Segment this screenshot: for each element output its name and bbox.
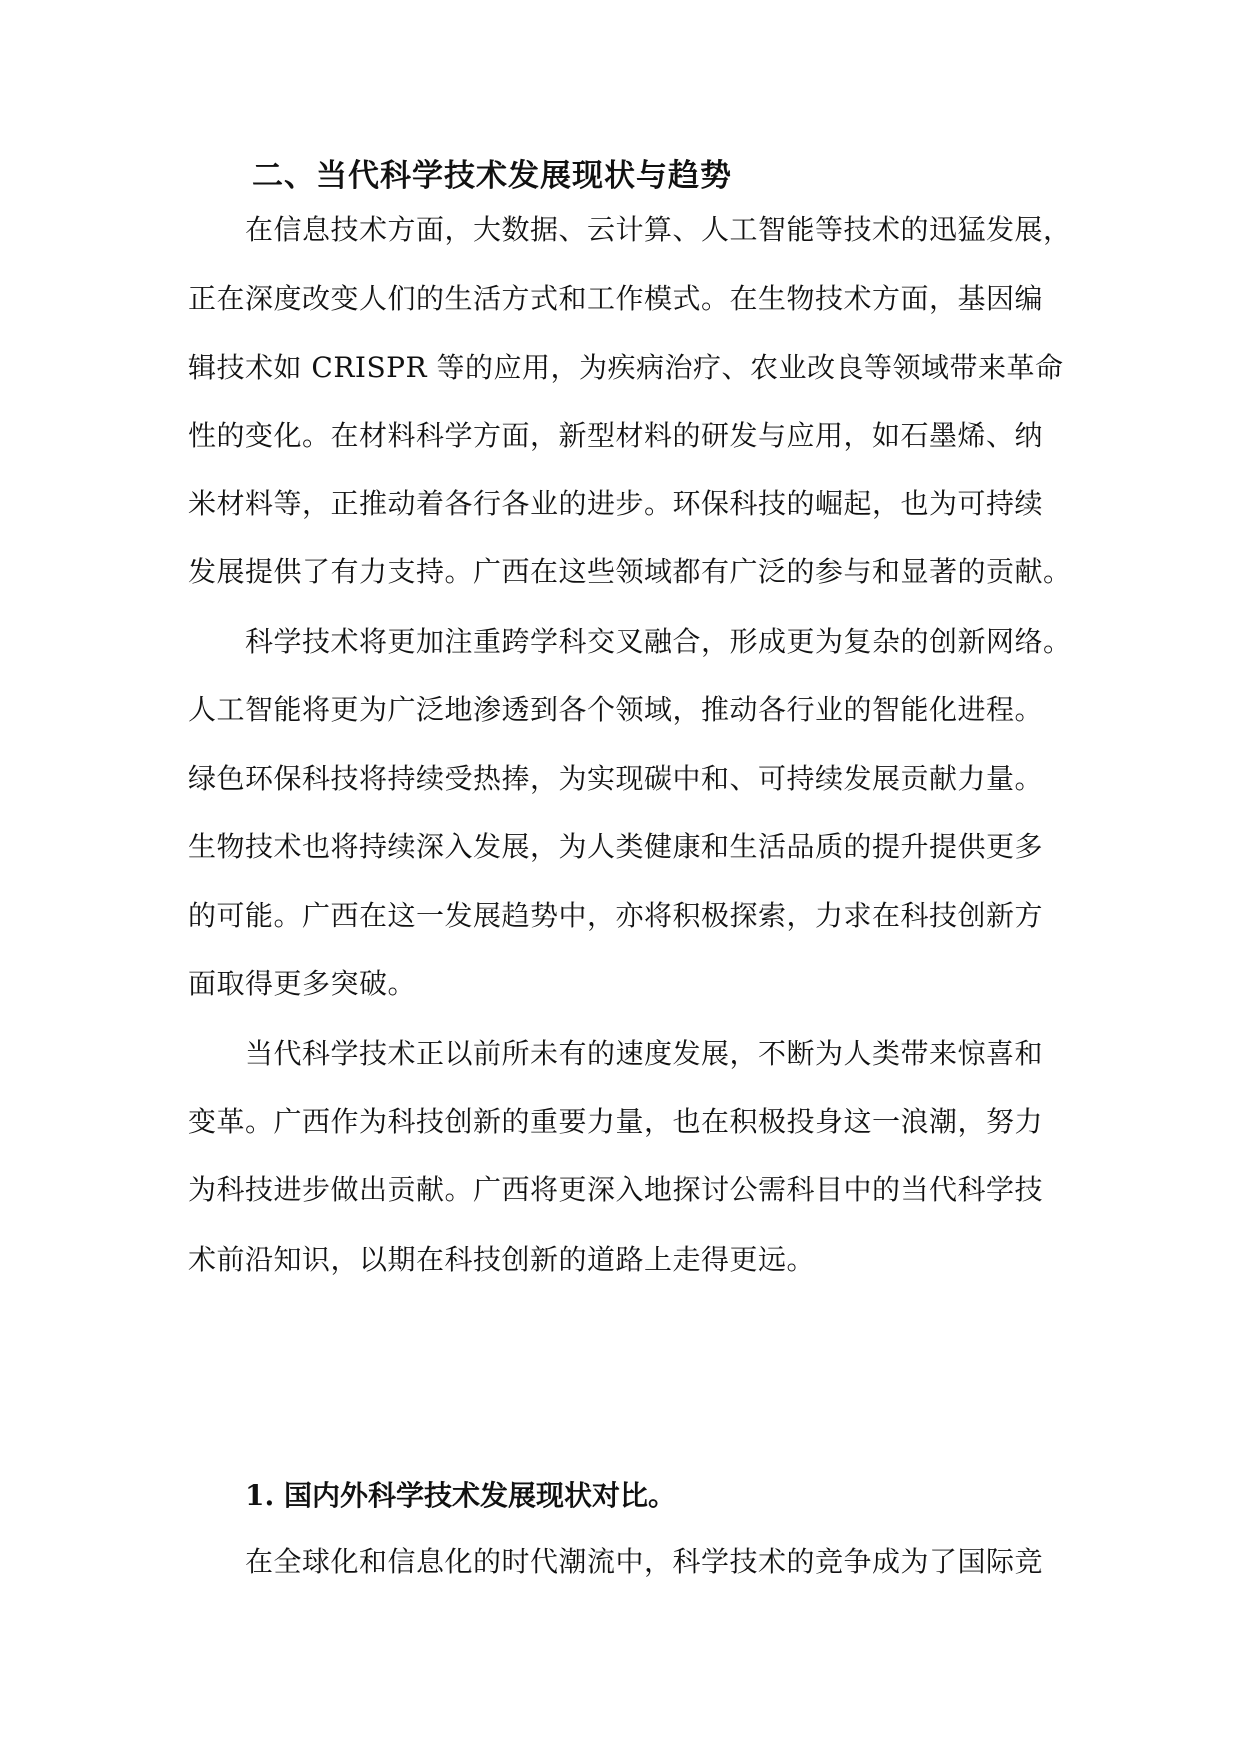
paragraph-2-line-2: 人工智能将更为广泛地渗透到各个领域，推动各行业的智能化进程。 bbox=[188, 693, 1044, 726]
sub-heading: 1. 国内外科学技术发展现状对比。 bbox=[245, 1479, 676, 1512]
paragraph-2-line-5: 的可能。广西在这一发展趋势中，亦将积极探索，力求在科技创新方 bbox=[188, 899, 1044, 932]
paragraph-2-line-3: 绿色环保科技将持续受热捧，为实现碳中和、可持续发展贡献力量。 bbox=[188, 762, 1044, 795]
paragraph-1-line-3: 辑技术如 CRISPR 等的应用，为疾病治疗、农业改良等领域带来革命 bbox=[188, 351, 1064, 384]
paragraph-1-line-2: 正在深度改变人们的生活方式和工作模式。在生物技术方面，基因编 bbox=[188, 282, 1044, 315]
paragraph-2-line-1: 科学技术将更加注重跨学科交叉融合，形成更为复杂的创新网络。 bbox=[245, 625, 1072, 658]
final-paragraph-line-1: 在全球化和信息化的时代潮流中，科学技术的竞争成为了国际竞 bbox=[245, 1545, 1044, 1578]
paragraph-2-line-6: 面取得更多突破。 bbox=[188, 967, 417, 1000]
section-heading: 二、当代科学技术发展现状与趋势 bbox=[252, 158, 732, 194]
paragraph-3-line-3: 为科技进步做出贡献。广西将更深入地探讨公需科目中的当代科学技 bbox=[188, 1173, 1044, 1206]
paragraph-3-line-4: 术前沿知识，以期在科技创新的道路上走得更远。 bbox=[188, 1243, 816, 1276]
paragraph-1-line-1: 在信息技术方面，大数据、云计算、人工智能等技术的迅猛发展， bbox=[245, 213, 1072, 246]
paragraph-1-line-6: 发展提供了有力支持。广西在这些领域都有广泛的参与和显著的贡献。 bbox=[188, 555, 1072, 588]
paragraph-3-line-2: 变革。广西作为科技创新的重要力量，也在积极投身这一浪潮，努力 bbox=[188, 1105, 1044, 1138]
paragraph-1-line-5: 米材料等，正推动着各行各业的进步。环保科技的崛起，也为可持续 bbox=[188, 487, 1044, 520]
paragraph-1-line-4: 性的变化。在材料科学方面，新型材料的研发与应用，如石墨烯、纳 bbox=[188, 419, 1044, 452]
paragraph-2-line-4: 生物技术也将持续深入发展，为人类健康和生活品质的提升提供更多 bbox=[188, 830, 1044, 863]
paragraph-3-line-1: 当代科学技术正以前所未有的速度发展，不断为人类带来惊喜和 bbox=[245, 1037, 1044, 1070]
